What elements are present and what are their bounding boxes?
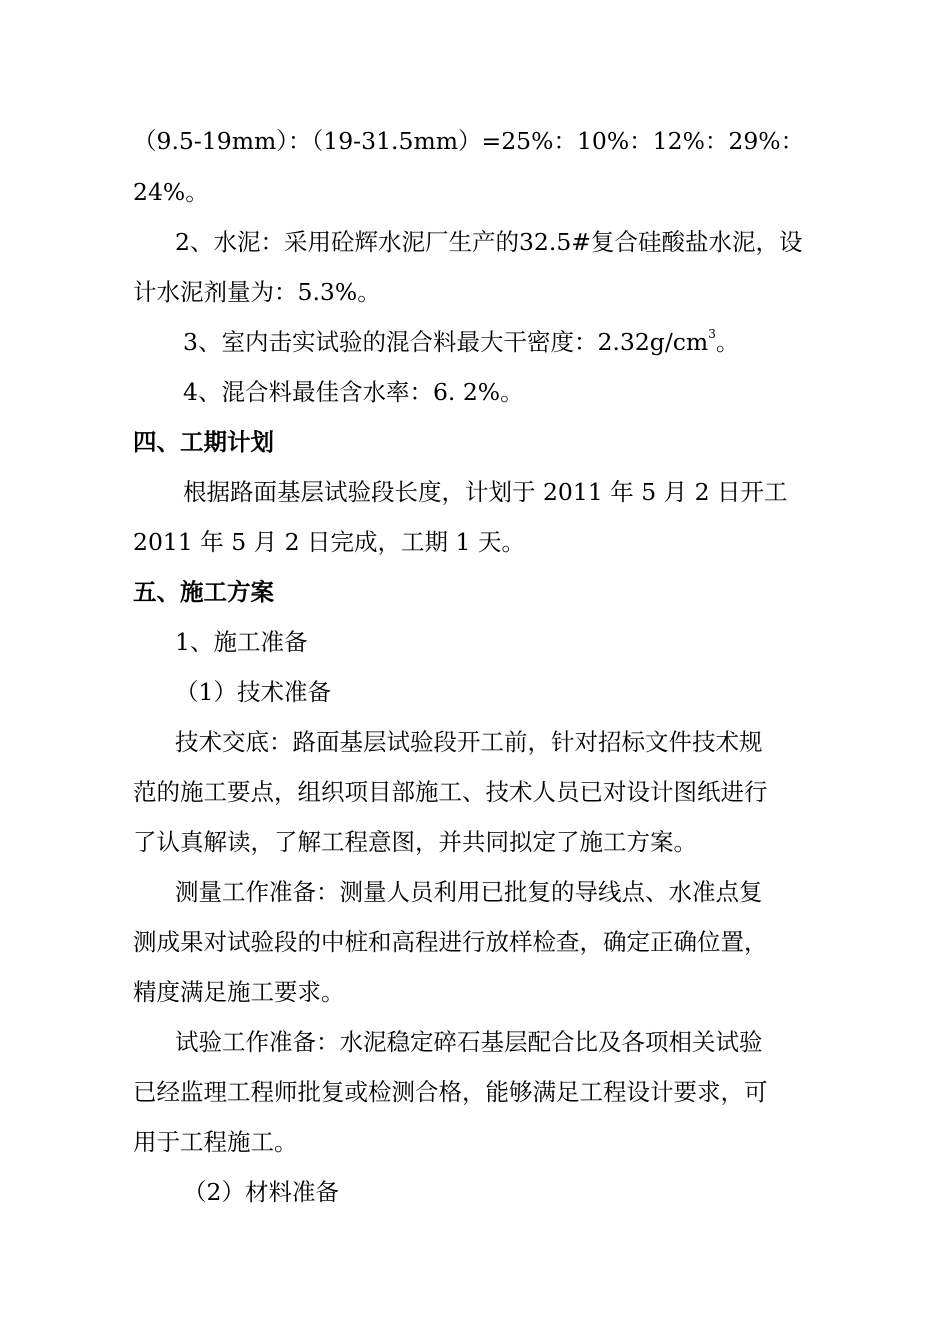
text-line-test-prep-1: 试验工作准备：水泥稳定碎石基层配合比及各项相关试验 <box>175 1028 763 1056</box>
text-line-cement: 2、水泥：采用砼辉水泥厂生产的32.5#复合硅酸盐水泥，设 <box>175 228 803 256</box>
density-text: 3、室内击实试验的混合料最大干密度：2.32g/cm <box>183 328 709 356</box>
text-line-cement-dosage: 计水泥剂量为：5.3%。 <box>133 278 381 306</box>
subheading-preparation: 1、施工准备 <box>175 628 308 656</box>
text-line-tech-briefing-1: 技术交底：路面基层试验段开工前，针对招标文件技术规 <box>175 728 763 756</box>
heading-construction-plan: 五、施工方案 <box>133 578 274 606</box>
text-line-aggregate-ratio: （9.5-19mm）：（19-31.5mm）=25%：10%：12%：29%： <box>133 127 805 155</box>
text-line-max-dry-density <box>183 327 740 356</box>
text-line-tech-briefing-2: 范的施工要点，组织项目部施工、技术人员已对设计图纸进行 <box>133 778 768 806</box>
density-suffix: 。 <box>715 328 740 356</box>
density-superscript: 3 <box>708 327 716 341</box>
text-line-survey-3: 精度满足施工要求。 <box>133 978 345 1006</box>
text-line-optimum-moisture: 4、混合料最佳含水率：6. 2%。 <box>183 378 524 406</box>
text-line-test-prep-2: 已经监理工程师批复或检测合格，能够满足工程设计要求，可 <box>133 1078 768 1106</box>
text-line-schedule-1: 根据路面基层试验段长度，计划于 2011 年 5 月 2 日开工 <box>183 478 788 506</box>
text-line-test-prep-3: 用于工程施工。 <box>133 1128 298 1156</box>
text-line-survey-1: 测量工作准备：测量人员利用已批复的导线点、水准点复 <box>175 878 763 906</box>
text-line-tech-briefing-3: 了认真解读，了解工程意图，并共同拟定了施工方案。 <box>133 828 697 856</box>
text-line-survey-2: 测成果对试验段的中桩和高程进行放样检查，确定正确位置， <box>133 928 768 956</box>
heading-schedule: 四、工期计划 <box>133 428 274 456</box>
text-line-schedule-2: 2011 年 5 月 2 日完成，工期 1 天。 <box>133 528 525 556</box>
text-line-aggregate-ratio-end: 24%。 <box>133 178 209 206</box>
subheading-material-prep: （2）材料准备 <box>183 1178 339 1206</box>
subheading-technical-prep: （1）技术准备 <box>175 678 331 706</box>
